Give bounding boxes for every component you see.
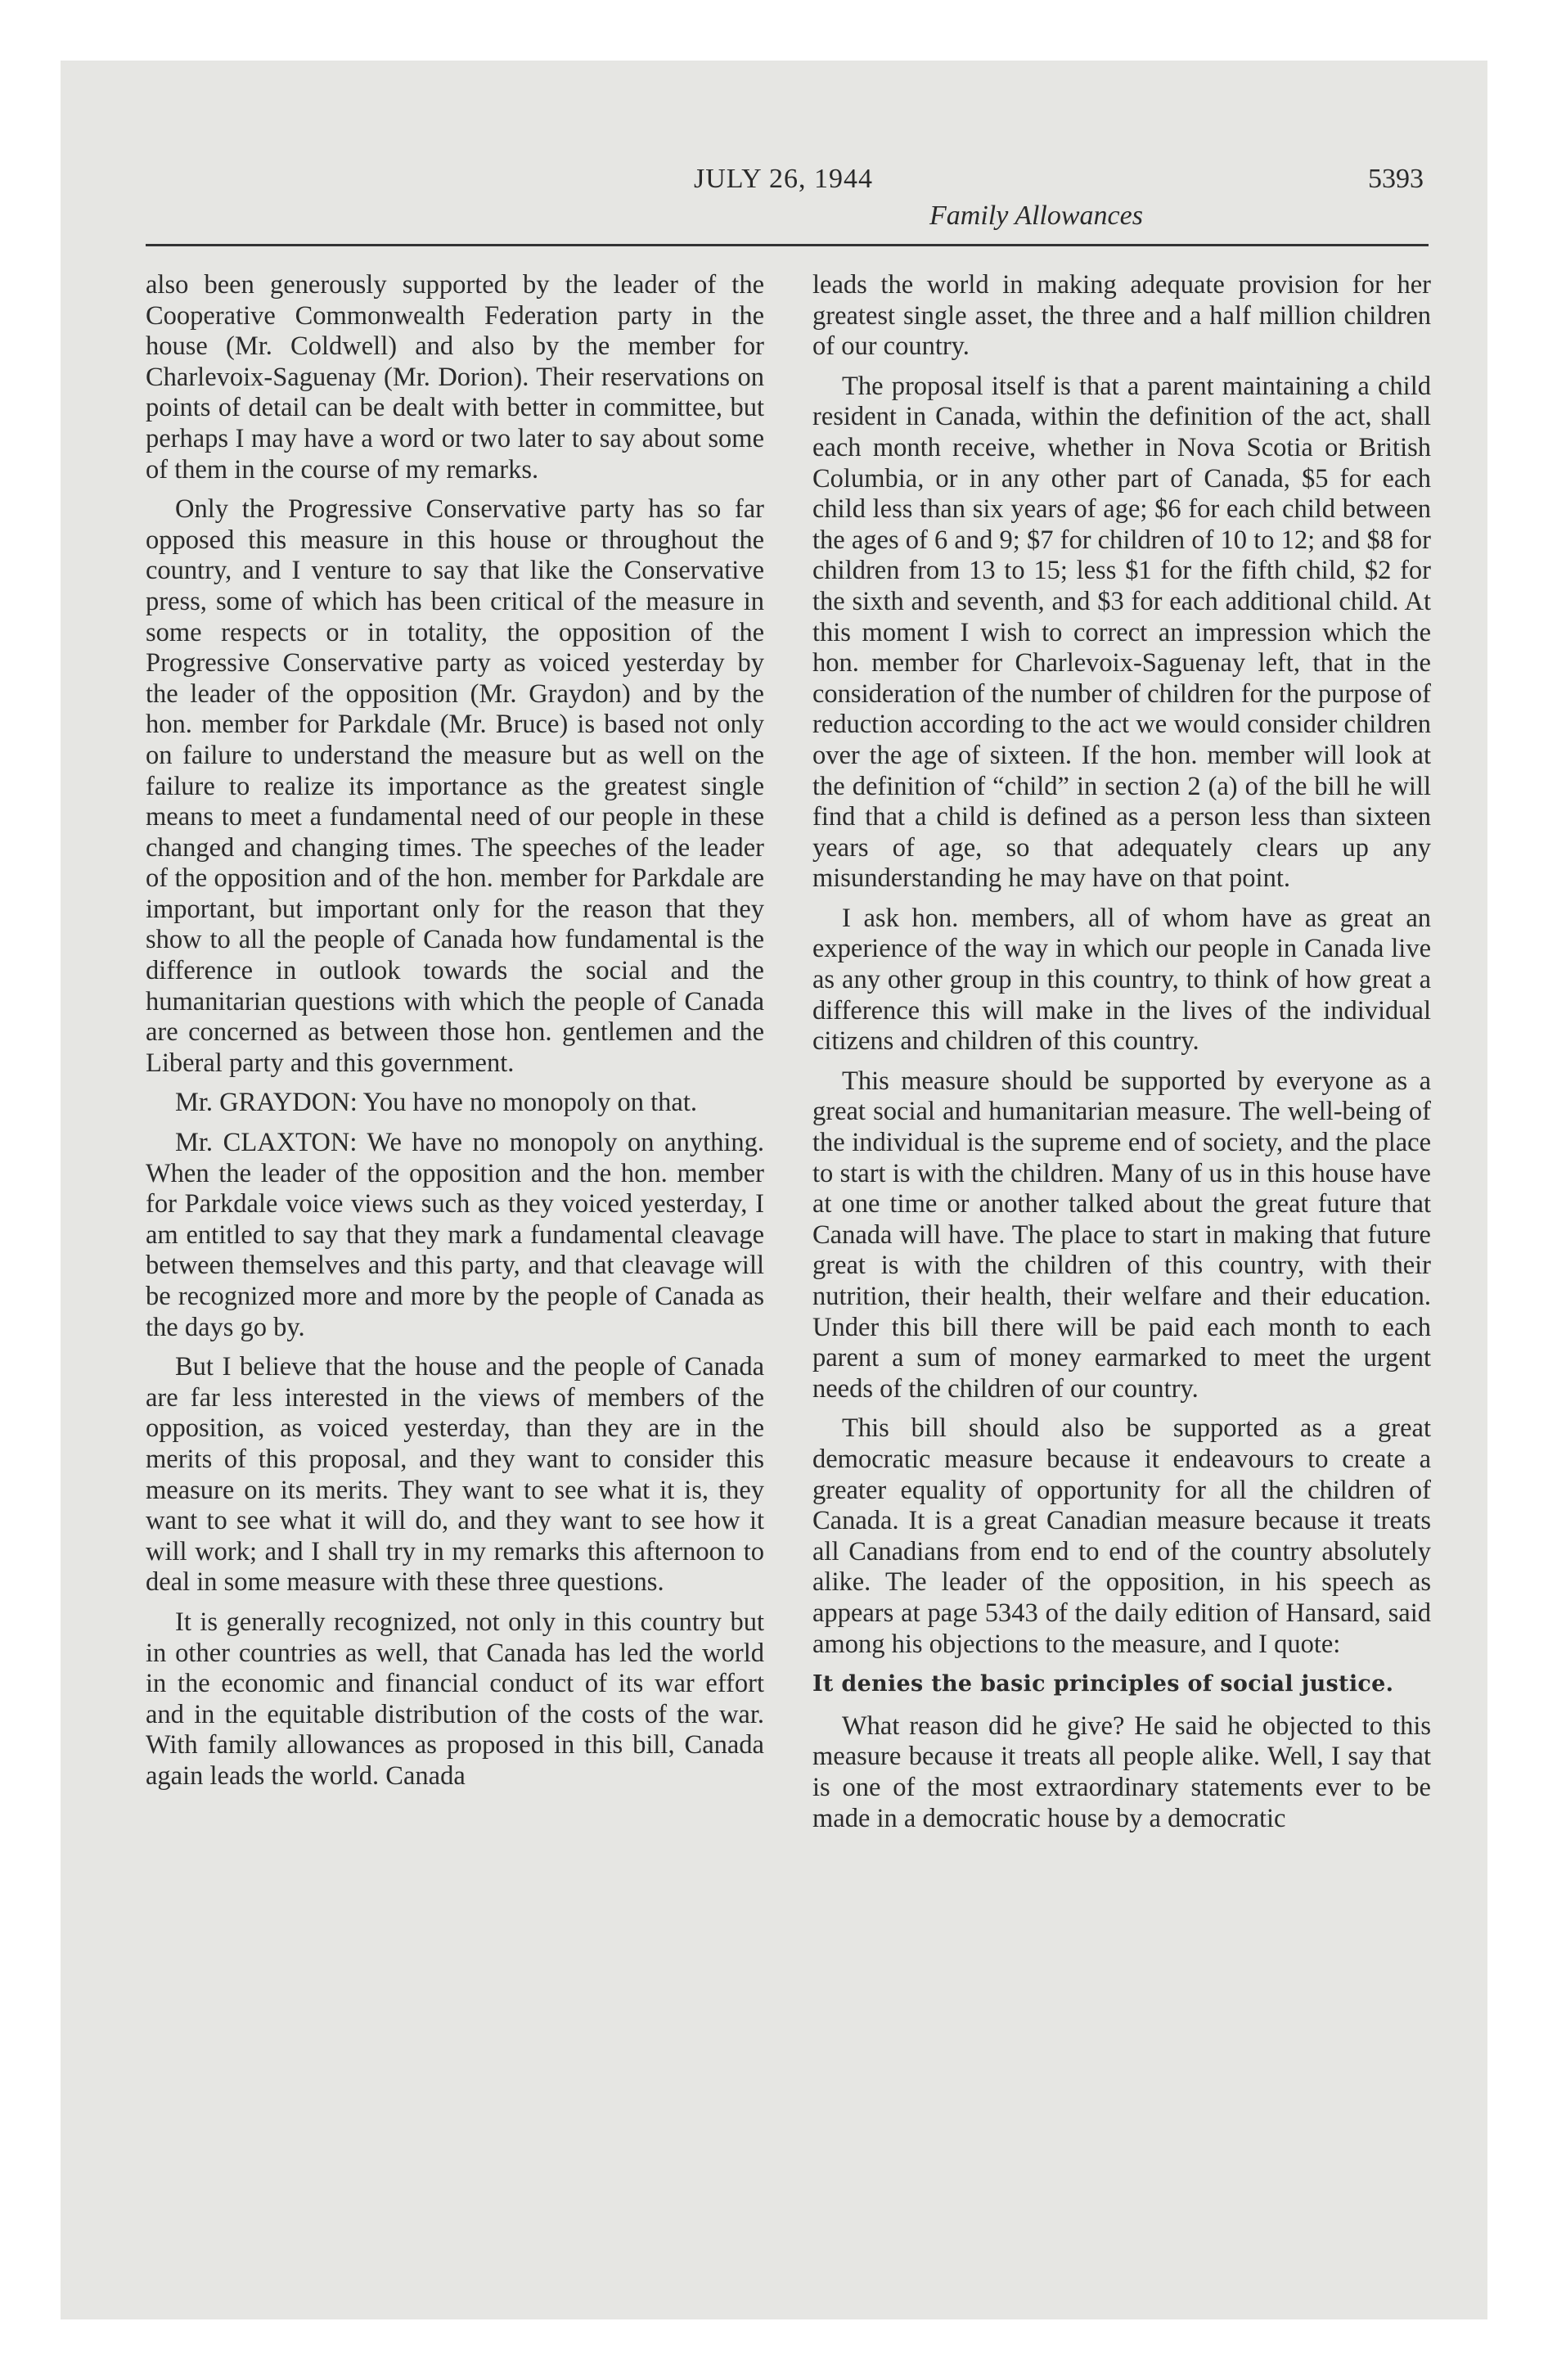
header-page-number: 5393 <box>1368 164 1424 194</box>
left-column <box>146 270 764 1801</box>
paragraph: This bill should also be supported as a great democratic measure because it endeavours to create a greater equality of opportunity for all the children of Canada. It is a great Canadian measure because it treats all Canadians from end to end of the country absolutely alike. The leader of the opposition, in his speech as appears at page 5343 of the daily edition of Hansard, said among his objections to the measure, and I quote: <box>812 1413 1431 1659</box>
paragraph: What reason did he give? He said he objected to this measure because it treats all people alike. Well, I say that is one of the most extraordinary statements ever to be made in a democratic house by a democratic <box>812 1711 1431 1833</box>
header-section-title: Family Allowances <box>929 201 1143 231</box>
paragraph: Mr. GRAYDON: You have no monopoly on that. <box>175 1088 698 1118</box>
paragraph: Only the Progressive Conservative party has so far opposed this measure in this house or throughout the country, and I venture to say that like the Conservative press, some of which has been critical of the measure in some respects or in totality, the opposition of the Progressive Conservative party as voiced yesterday by the leader of the opposition (Mr. Graydon) and by the hon. member for Parkdale (Mr. Bruce) is based not only on failure to understand the measure but as well on the failure to realize its importance as the greatest single means to meet a fundamental need of our people in these changed and changing times. The speeches of the leader of the opposition and of the hon. member for Parkdale are important, but important only for the reason that they show to all the people of Canada how fundamental is the difference in outlook towards the social and the humanitarian questions with which the people of Canada are concerned as between those hon. gentlemen and the Liberal party and this government. <box>146 494 764 1078</box>
paragraph: leads the world in making adequate provision for her greatest single asset, the three and a half million children of our country. <box>812 270 1431 362</box>
block-quote: It denies the basic principles of social justice. <box>812 1671 1394 1697</box>
header-date: JULY 26, 1944 <box>694 164 873 194</box>
paragraph: I ask hon. members, all of whom have as great an experience of the way in which our people in Canada live as any other group in this country, to think of how great a difference this will make in the lives of the individual citizens and children of this country. <box>812 903 1431 1057</box>
paragraph: Mr. CLAXTON: We have no monopoly on anything. When the leader of the opposition and the hon. member for Parkdale voice views such as they voiced yesterday, I am entitled to say that they mark a fundamental cleavage between themselves and this party, and that cleavage will be recognized more and more by the people of Canada as the days go by. <box>146 1128 764 1342</box>
paragraph: It is generally recognized, not only in this country but in other countries as well, that Canada has led the world in the economic and financial conduct of its war effort and in the equitable distribution of the costs of the war. With family allowances as proposed in this bill, Canada again leads the world. Canada <box>146 1607 764 1791</box>
paragraph: But I believe that the house and the people of Canada are far less interested in the views of members of the opposition, as voiced yesterday, than they are in the merits of this proposal, and they want to consider this measure on its merits. They want to see what it is, they want to see what it will do, and they want to see how it will work; and I shall try in my remarks this afternoon to deal in some measure with these three questions. <box>146 1352 764 1598</box>
paragraph: The proposal itself is that a parent maintaining a child resident in Canada, within the definition of the act, shall each month receive, whether in Nova Scotia or British Columbia, or in any other part of Canada, $5 for each child less than six years of age; $6 for each child between the ages of 6 and 9; $7 for children of 10 to 12; and $8 for children from 13 to 15; less $1 for the fifth child, $2 for the sixth and seventh, and $3 for each additional child. At this moment I wish to correct an impression which the hon. member for Charlevoix-Saguenay left, that in the consideration of the number of children for the purpose of reduction according to the act we would consider children over the age of sixteen. If the hon. member will look at the definition of “child” in section 2 (a) of the bill he will find that a child is defined as a person less than sixteen years of age, so that adequately clears up any misunderstanding he may have on that point. <box>812 371 1431 894</box>
right-column <box>812 270 1431 1843</box>
header-rule <box>146 244 1429 246</box>
paragraph: This measure should be supported by everyone as a great social and humanitarian measure. The well-being of the individual is the supreme end of society, and the place to start is with the children. Many of us in this house have at one time or another talked about the great future that Canada will have. The place to start in making that future great is with the children of this country, with their nutrition, their health, their welfare and their education. Under this bill there will be paid each month to each parent a sum of money earmarked to meet the urgent needs of the children of our country. <box>812 1066 1431 1404</box>
paragraph: also been generously supported by the leader of the Cooperative Commonwealth Federation party in the house (Mr. Coldwell) and also by the member for Charlevoix-Saguenay (Mr. Dorion). Their reservations on points of detail can be dealt with better in committee, but perhaps I may have a word or two later to say about some of them in the course of my remarks. <box>146 270 764 485</box>
